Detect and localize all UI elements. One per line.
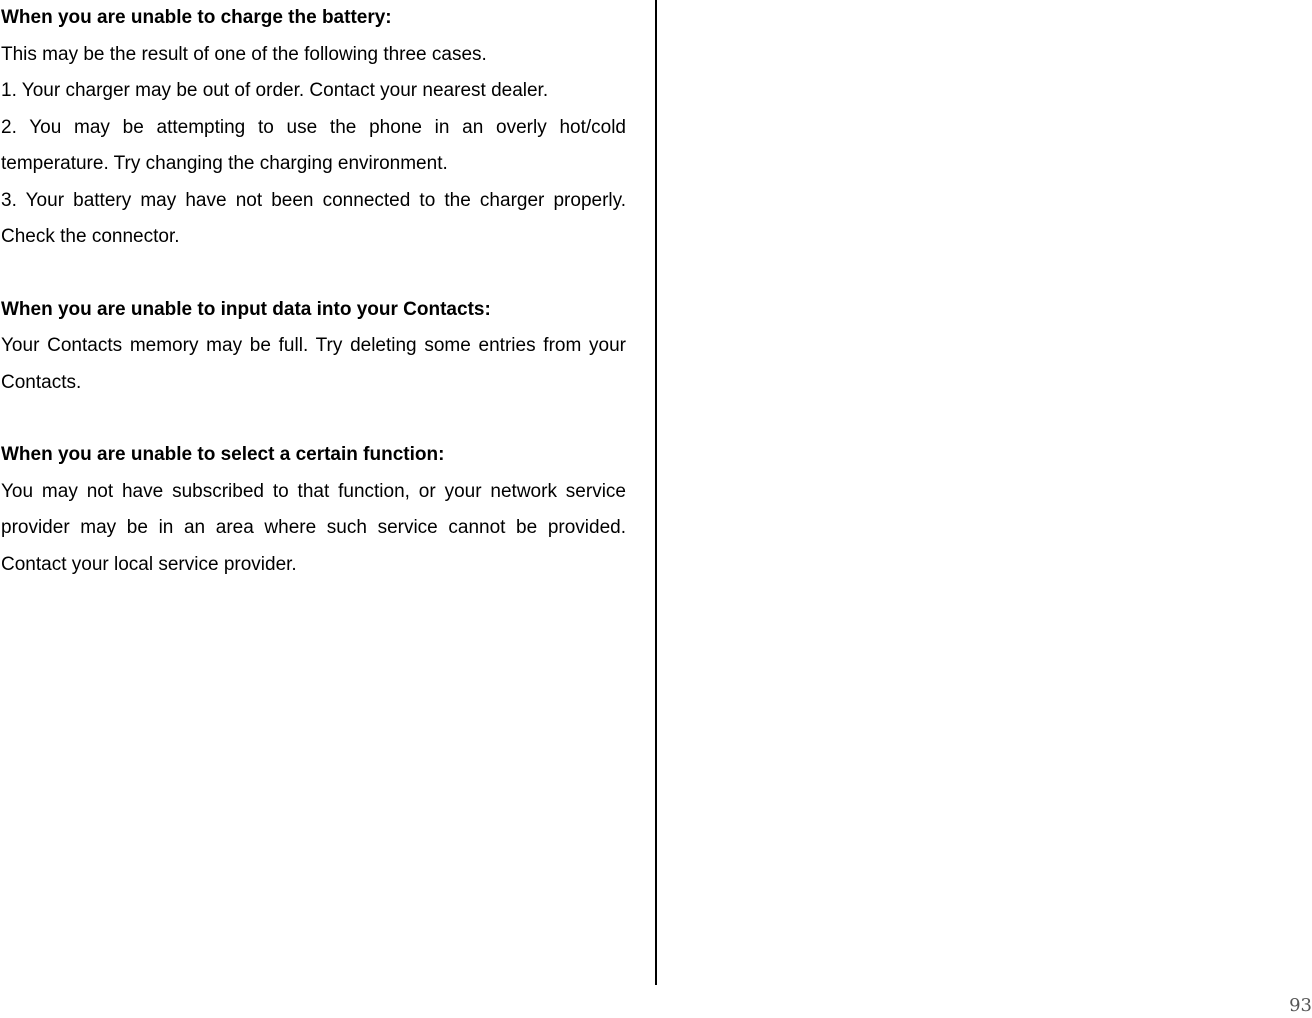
section-battery-charging <box>1 0 626 256</box>
section-paragraph: You may not have subscribed to that function, or your network service provider may be in an area where such service cannot be provided. Contact your local service provider. <box>1 480 626 575</box>
section-paragraph: Your Contacts memory may be full. Try deleting some entries from your Contacts. <box>1 335 626 393</box>
section-paragraph: 3. Your battery may have not been connected to the charger properly. Check the connector. <box>1 189 626 247</box>
section-paragraph: 2. You may be attempting to use the phone in an overly hot/cold temperature. Try changing the charging environment. <box>1 116 626 174</box>
section-heading: When you are unable to input data into your Contacts: <box>1 298 491 320</box>
section-select-function <box>1 437 626 583</box>
column-divider <box>655 0 657 985</box>
section-paragraph: 1. Your charger may be out of order. Contact your nearest dealer. <box>1 80 549 101</box>
left-text-column <box>1 0 626 619</box>
section-heading: When you are unable to select a certain function: <box>1 444 445 465</box>
section-heading: When you are unable to charge the battery: <box>1 7 392 28</box>
page-number: 93 <box>1289 995 1312 1016</box>
section-contacts-input <box>1 292 626 402</box>
section-paragraph: This may be the result of one of the following three cases. <box>1 43 487 65</box>
